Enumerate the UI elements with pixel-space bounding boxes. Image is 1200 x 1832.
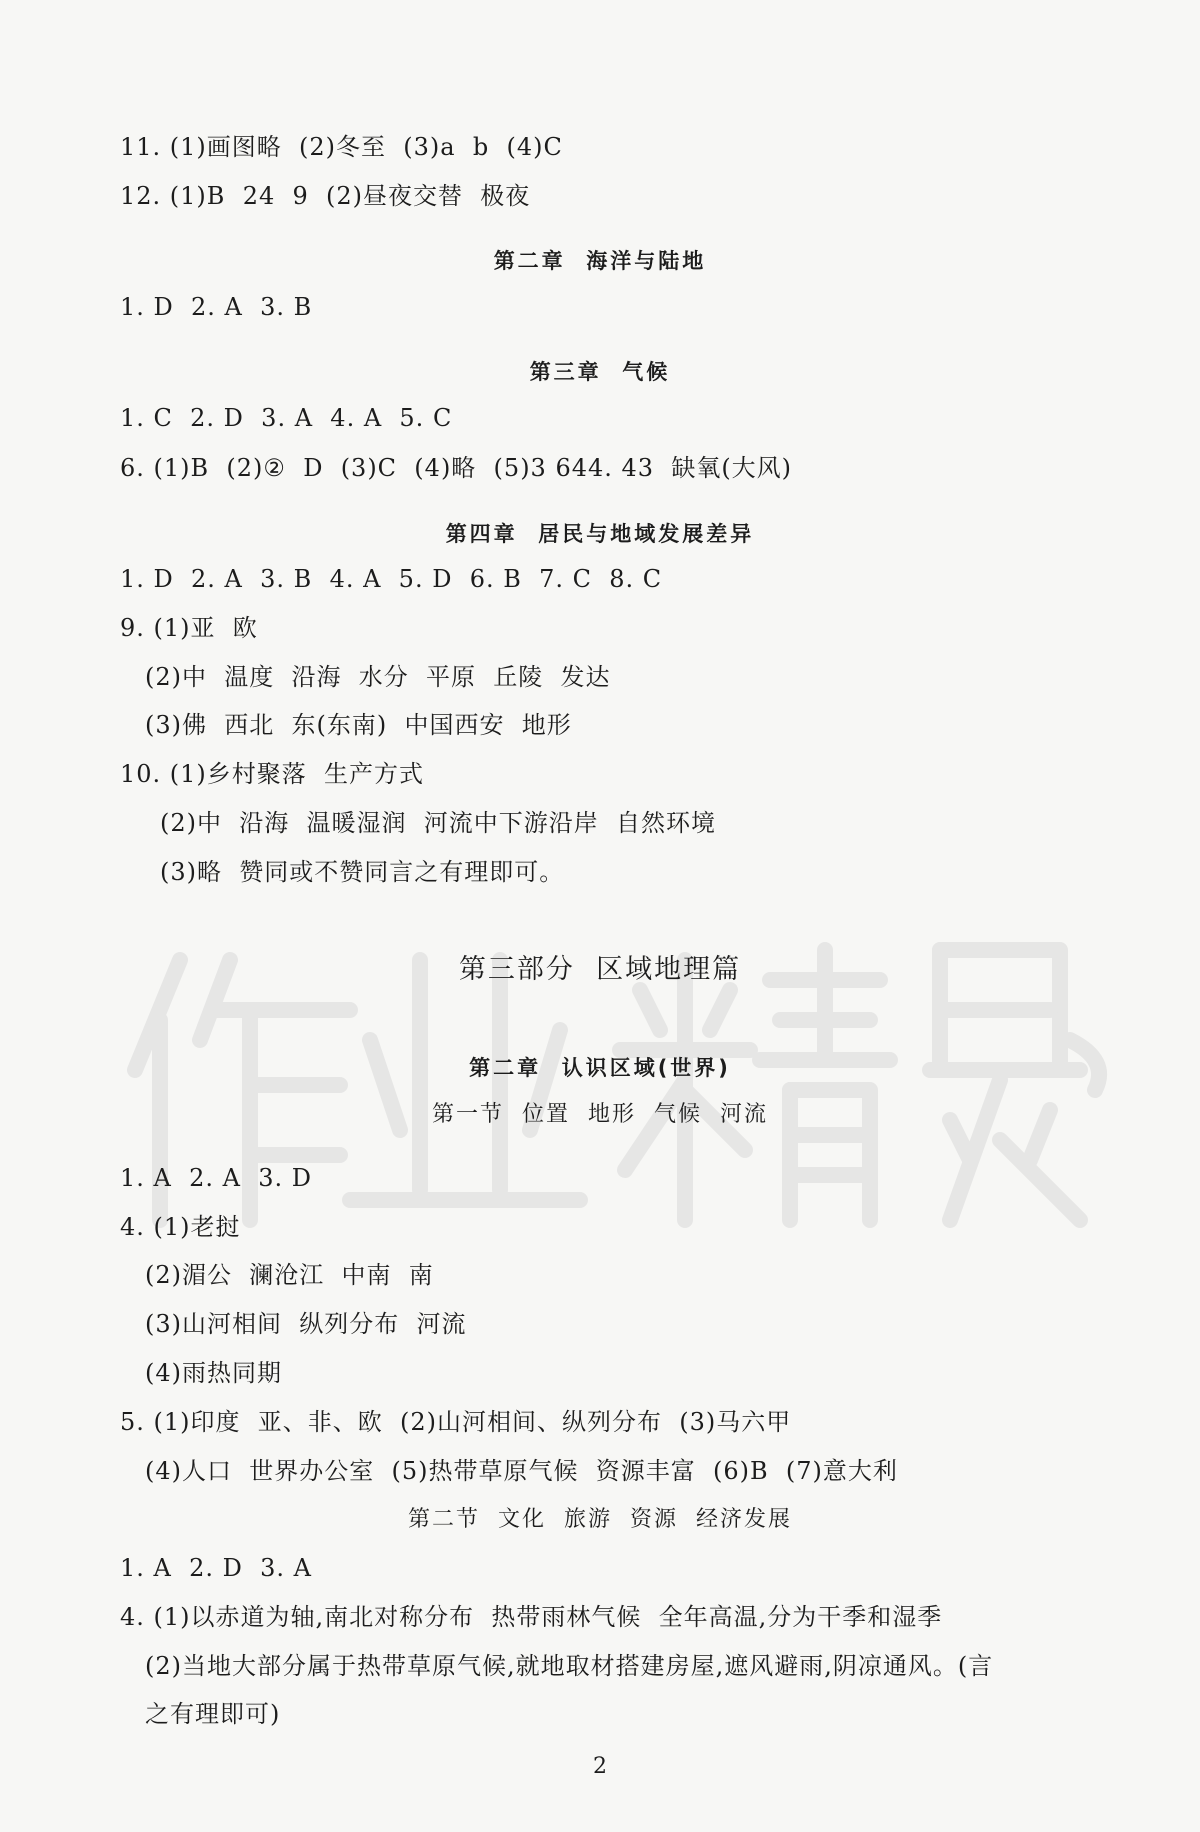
chapter4-answer-9-3: (3)佛 西北 东(东南) 中国西安 地形 bbox=[145, 711, 572, 739]
part3-chapter-title-2: 第二章 认识区域(世界) bbox=[469, 1056, 731, 1080]
section2-answer-4-2: (2)当地大部分属于热带草原气候,就地取材搭建房屋,遮风避雨,阴凉通风。(言 bbox=[145, 1652, 994, 1680]
chapter4-answer-10-2: (2)中 沿海 温暖湿润 河流中下游沿岸 自然环境 bbox=[160, 809, 717, 837]
section1-answer-4-3: (3)山河相间 纵列分布 河流 bbox=[145, 1310, 467, 1338]
chapter4-answers-1-8: 1. D 2. A 3. B 4. A 5. D 6. B 7. C 8. C bbox=[120, 565, 663, 593]
section1-answer-5-2: (4)人口 世界办公室 (5)热带草原气候 资源丰富 (6)B (7)意大利 bbox=[145, 1457, 898, 1485]
chapter4-answer-10-1: 10. (1)乡村聚落 生产方式 bbox=[120, 760, 425, 788]
page-number: 2 bbox=[593, 1754, 607, 1779]
chapter3-answer-6: 6. (1)B (2)② D (3)C (4)略 (5)3 644. 43 缺氧(大风) bbox=[120, 454, 793, 482]
section2-answers-1-3: 1. A 2. D 3. A bbox=[120, 1554, 313, 1582]
chapter4-answer-9-1: 9. (1)亚 欧 bbox=[120, 614, 258, 642]
section1-answer-4-4: (4)雨热同期 bbox=[145, 1359, 282, 1387]
answer-line-11: 11. (1)画图略 (2)冬至 (3)a b (4)C bbox=[120, 133, 563, 161]
chapter2-answers: 1. D 2. A 3. B bbox=[120, 293, 313, 321]
chapter3-answers-1-5: 1. C 2. D 3. A 4. A 5. C bbox=[120, 404, 453, 432]
section-title-2: 第二节 文化 旅游 资源 经济发展 bbox=[408, 1507, 792, 1532]
part-title-3: 第三部分 区域地理篇 bbox=[458, 954, 742, 985]
chapter-title-3: 第三章 气候 bbox=[529, 360, 671, 384]
answer-line-12: 12. (1)B 24 9 (2)昼夜交替 极夜 bbox=[120, 182, 531, 210]
section1-answers-1-3: 1. A 2. A 3. D bbox=[120, 1164, 313, 1192]
section-title-1: 第一节 位置 地形 气候 河流 bbox=[432, 1102, 768, 1127]
chapter4-answer-9-2: (2)中 温度 沿海 水分 平原 丘陵 发达 bbox=[145, 663, 611, 691]
chapter-title-4: 第四章 居民与地域发展差异 bbox=[445, 522, 755, 546]
section1-answer-4-1: 4. (1)老挝 bbox=[120, 1213, 241, 1241]
section2-answer-4-1: 4. (1)以赤道为轴,南北对称分布 热带雨林气候 全年高温,分为干季和湿季 bbox=[120, 1603, 943, 1631]
section2-answer-4-3: 之有理即可) bbox=[145, 1700, 281, 1728]
chapter-title-2: 第二章 海洋与陆地 bbox=[493, 249, 707, 273]
section1-answer-4-2: (2)湄公 澜沧江 中南 南 bbox=[145, 1261, 434, 1289]
section1-answer-5-1: 5. (1)印度 亚、非、欧 (2)山河相间、纵列分布 (3)马六甲 bbox=[120, 1408, 792, 1436]
chapter4-answer-10-3: (3)略 赞同或不赞同言之有理即可。 bbox=[160, 858, 565, 886]
